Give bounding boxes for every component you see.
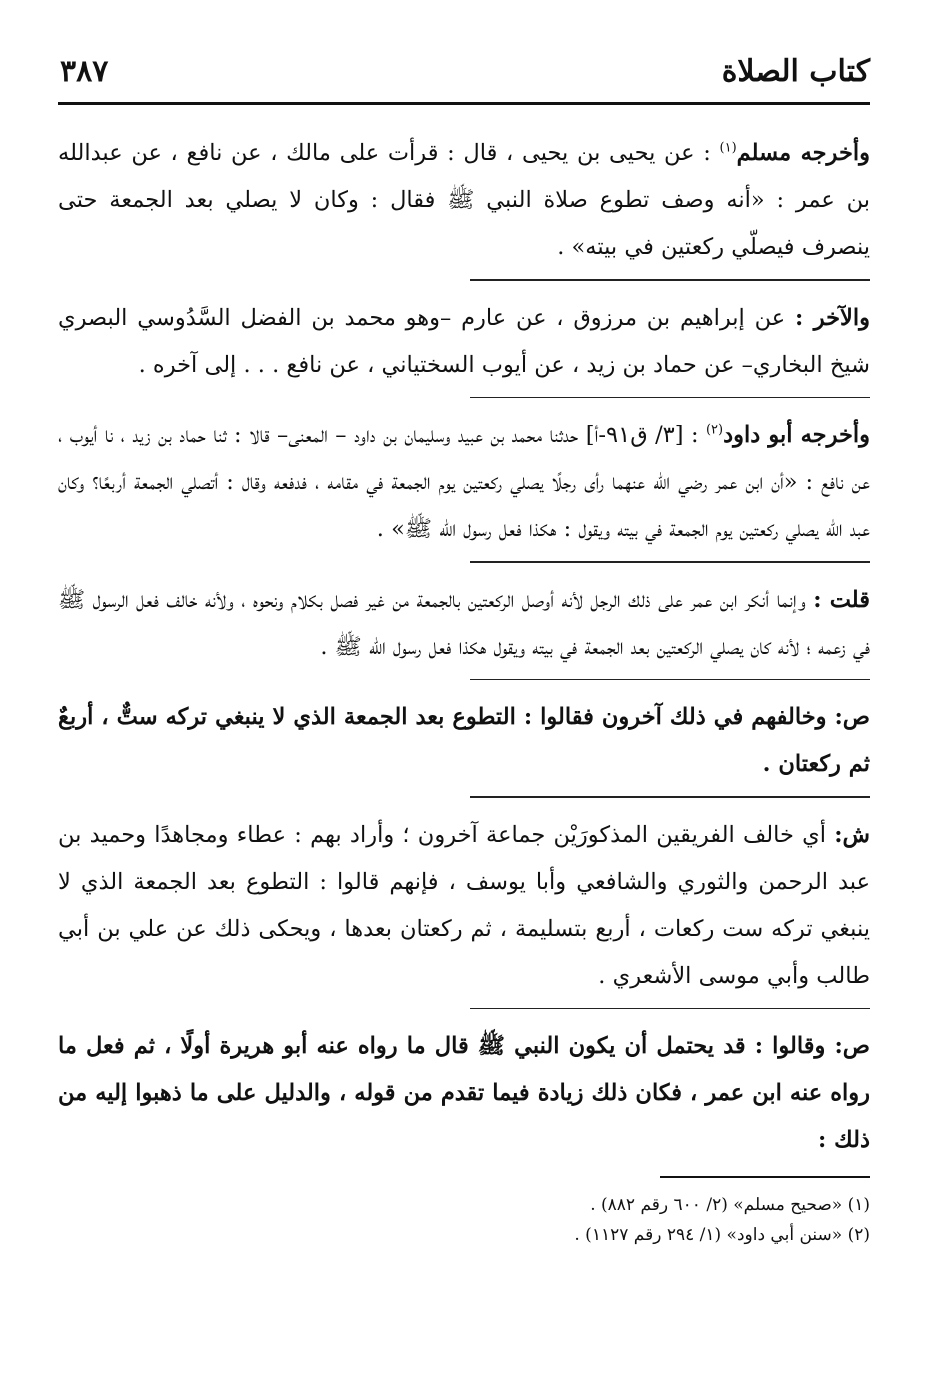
footnote-rule [660, 1176, 870, 1178]
paragraph-matn-2 [58, 1023, 870, 1164]
paragraph-text: : عن يحيى بن يحيى ، قال : قرأت على مالك ، عن نافع ، عن عبدالله بن عمر : «أنه وصف تطوع صلاة النبي ﷺ فقال : وكان لا يصلي بعد الجمعة حتى ينصرف فيصلّي ركعتين في بيته» . [58, 140, 870, 260]
paragraph-lead: والآخر : [794, 304, 870, 331]
page-header [58, 52, 870, 108]
paragraph-divider [470, 679, 870, 681]
paragraph-text: وخالفهم في ذلك آخرون فقالوا : التطوع بعد الجمعة الذي لا ينبغي تركه ستٌّ ، أربعٌ ثم ركعتان . [58, 704, 870, 777]
paragraph-lead: وأخرجه مسلم [736, 140, 870, 166]
paragraph-abu-dawud [58, 412, 870, 553]
chapter-title: كتاب الصلاة [721, 54, 870, 89]
paragraph-divider [470, 796, 870, 798]
footnote-1: (١) «صحيح مسلم» (٢/ ٦٠٠ رقم ٨٨٢) . [590, 1194, 870, 1215]
footnote-ref: (٢) [705, 422, 724, 438]
paragraph-sharh [58, 812, 870, 1000]
paragraph-divider [470, 1008, 870, 1010]
paragraph-text: وإنما أنكر ابن عمر على ذلك الرجل لأنه أوصل الركعتين بالجمعة من غير فصل بكلام ونحوه ، ولأنه خالف فعل الرسول ﷺ في زعمه ؛ لأنه كان يصلي الركعتين بعد الجمعة في بيته ويقول هكذا فعل رسول الله ﷺ . [58, 586, 870, 660]
page-body [58, 130, 870, 1250]
footnote-ref: (١) [719, 140, 737, 156]
paragraph-other-chain [58, 295, 870, 389]
paragraph-divider [470, 561, 870, 563]
paragraph-lead: ص: [834, 1033, 870, 1059]
paragraph-lead: ش: [834, 821, 870, 848]
page-number: ٣٨٧ [60, 54, 109, 89]
paragraph-muslim [58, 130, 870, 271]
paragraph-divider [470, 397, 870, 399]
paragraph-comment [58, 577, 870, 671]
paragraph-lead: وأخرجه أبو داود [723, 422, 871, 448]
paragraph-lead: ص: [834, 704, 870, 730]
paragraph-lead: قلت : [813, 586, 870, 613]
paragraph-text: : [٣/ ق٩١-أ] حدثنا محمد بن عبيد وسليمان بن داود – المعنى– قالا : ثنا حماد بن زيد ، نا أيوب ، عن نافع : «أن ابن عمر رضي الله عنهما رأى رجلًا يصلي ركعتين يوم الجمعة في مقامه ، فدفعه وقال : أتصلي الجمعة أربعًا؟ وكان عبد الله يصلي ركعتين يوم الجمعة في بيته ويقول : هكذا فعل رسول الله ﷺ» . [58, 422, 870, 542]
header-rule [58, 102, 870, 105]
paragraph-text: عن إبراهيم بن مرزوق ، عن عارم –وهو محمد بن الفضل السَّدُوسي البصري شيخ البخاري– عن حماد بن زيد ، عن أيوب السختياني ، عن نافع . . . إلى آخره . [58, 304, 870, 378]
footnote-2: (٢) «سنن أبي داود» (١/ ٢٩٤ رقم ١١٢٧) . [574, 1224, 870, 1245]
paragraph-divider [470, 279, 870, 281]
paragraph-matn-1 [58, 694, 870, 788]
paragraph-text: أي خالف الفريقين المذكورَيْن جماعة آخرون ؛ وأراد بهم : عطاء ومجاهدًا وحميد بن عبد الرحمن والثوري والشافعي وأبا يوسف ، فإنهم قالوا : التطوع بعد الجمعة الذي لا ينبغي تركه ست ركعات ، أربع بتسليمة ، ثم ركعتان بعدها ، ويحكى ذلك عن علي بن أبي طالب وأبي موسى الأشعري . [58, 821, 870, 989]
paragraph-text: وقالوا : قد يحتمل أن يكون النبي ﷺ قال ما رواه عنه أبو هريرة أولًا ، ثم فعل ما رواه عنه ابن عمر ، فكان ذلك زيادة فيما تقدم من قوله ، والدليل على ما ذهبوا إليه من ذلك : [58, 1033, 870, 1153]
book-page [58, 52, 870, 1352]
